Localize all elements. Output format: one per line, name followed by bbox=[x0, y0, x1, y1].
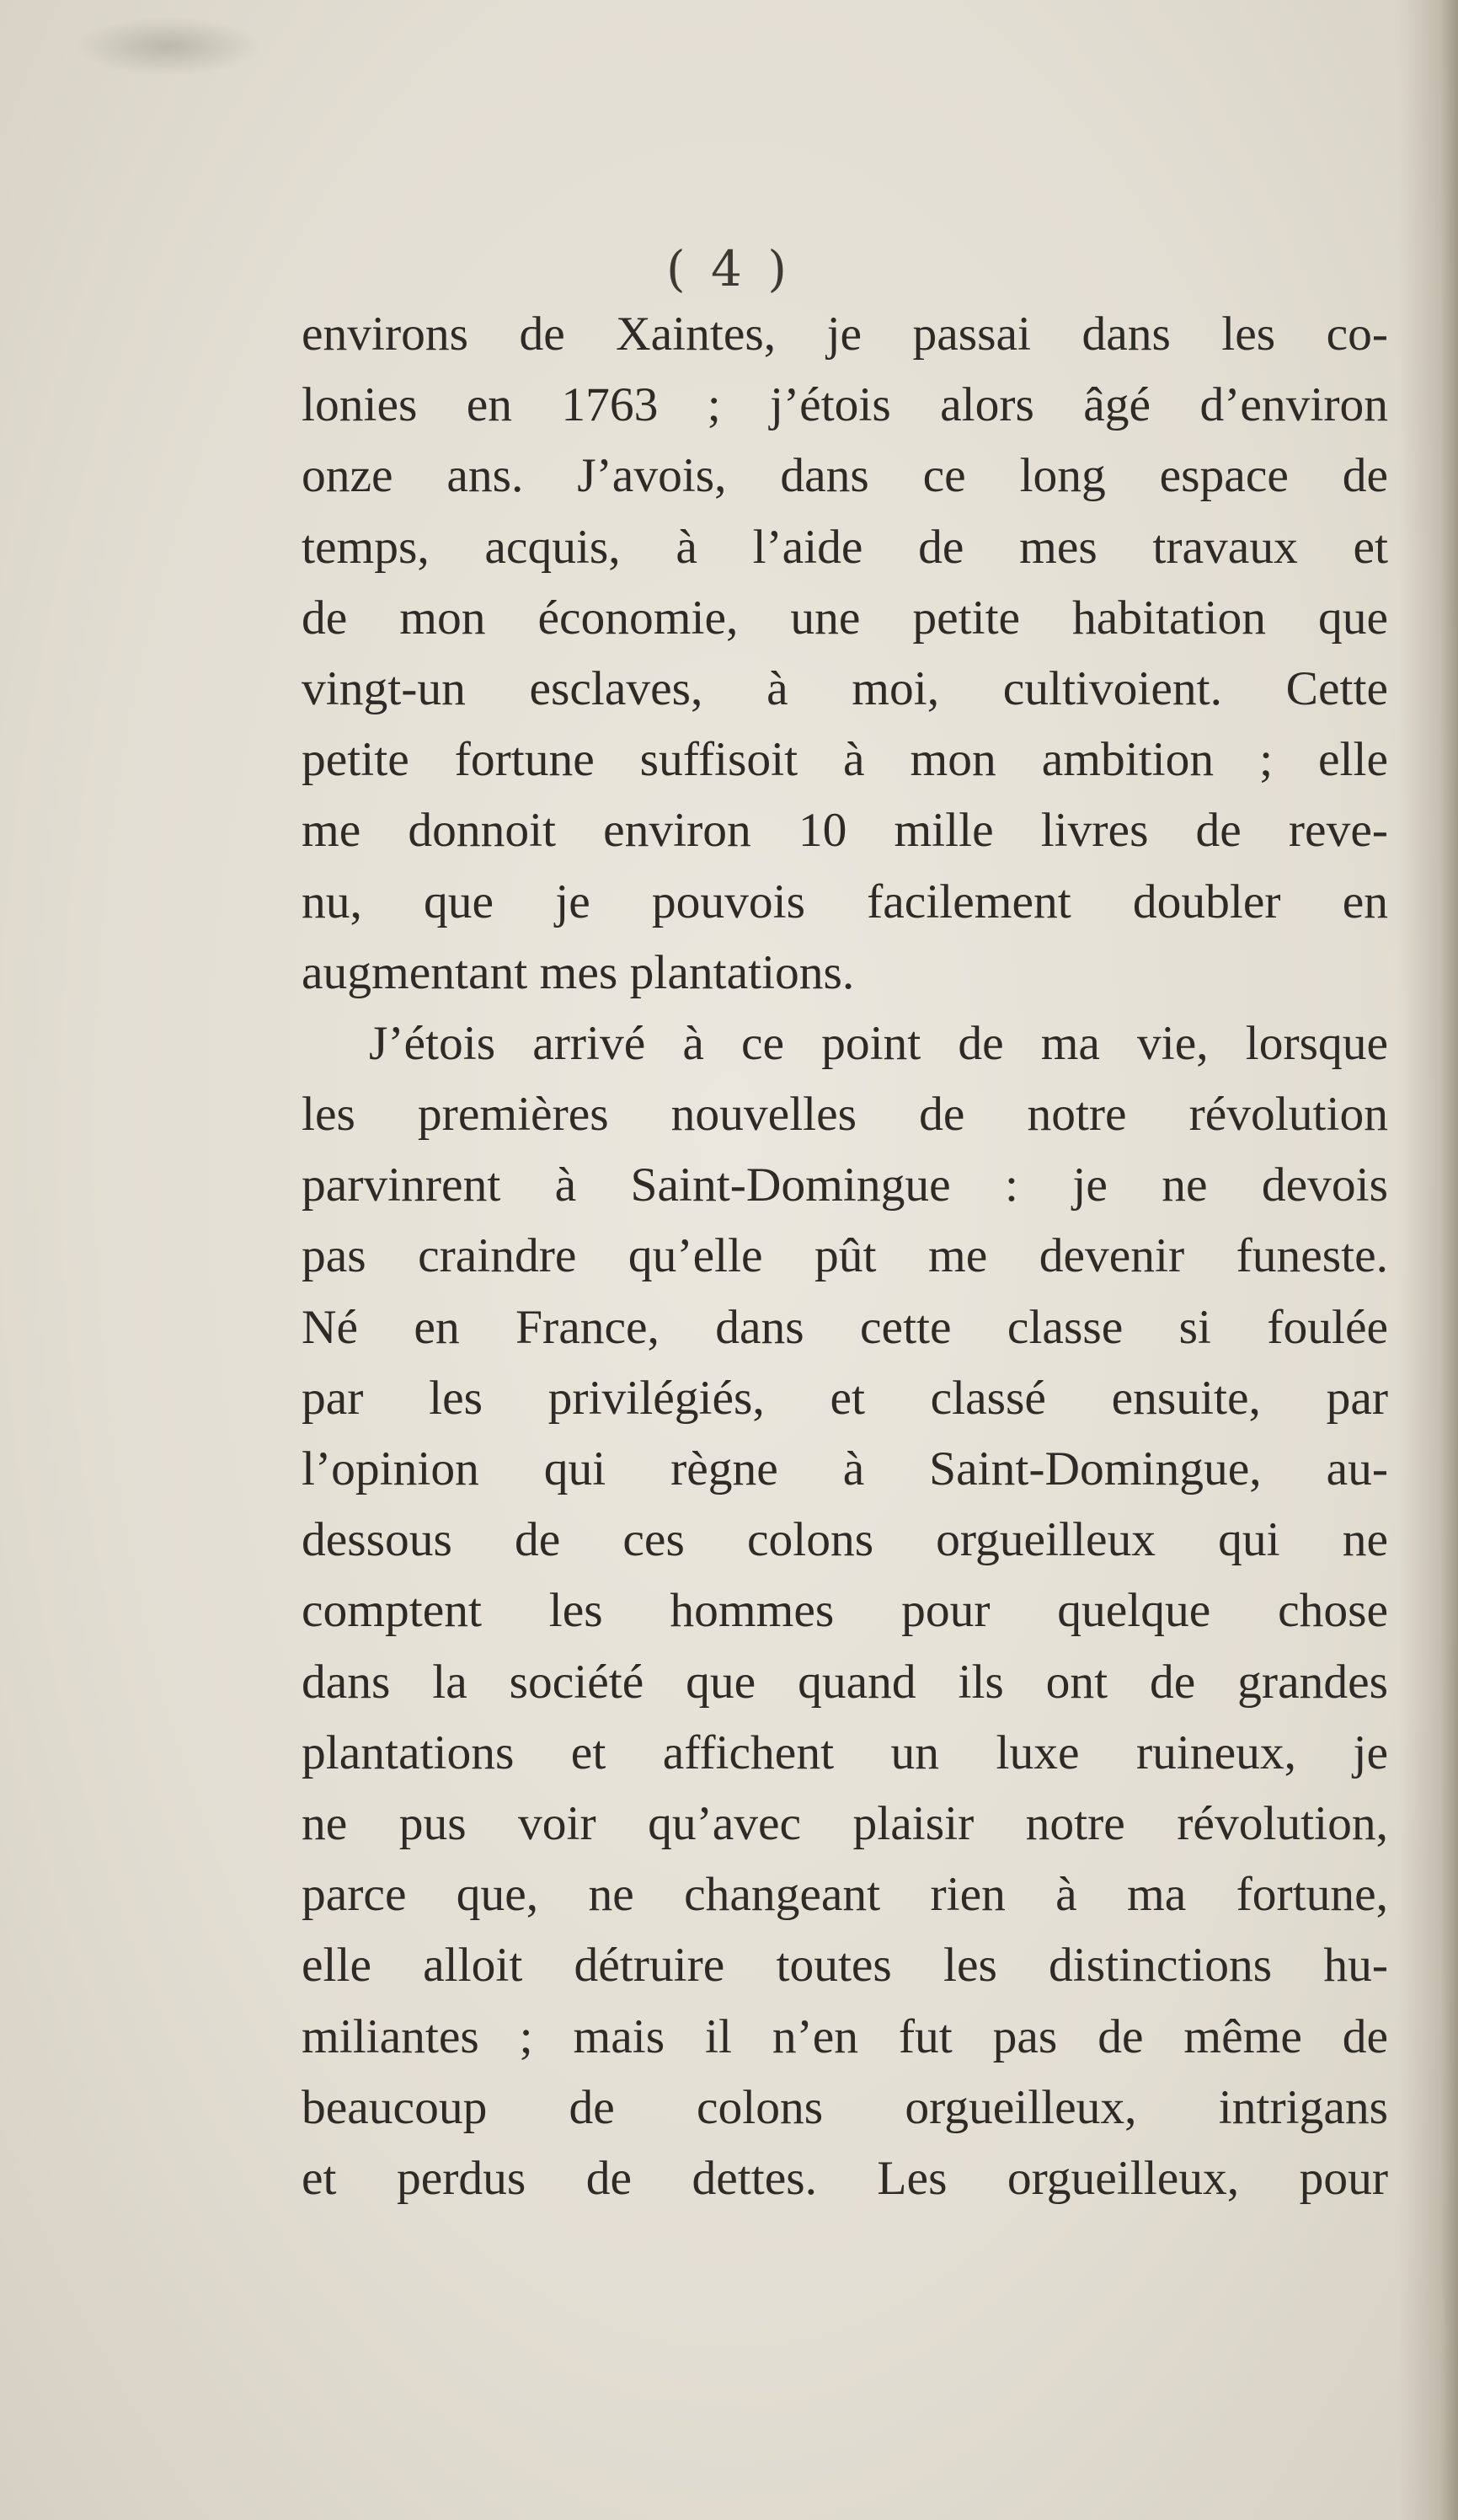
text-line: lonies en 1763 ; j’étois alors âgé d’environ bbox=[302, 378, 1388, 432]
text-line: temps, acquis, à l’aide de mes travaux et bbox=[302, 520, 1388, 574]
text-line: de mon économie, une petite habitation que bbox=[302, 591, 1388, 645]
text-line: ne pus voir qu’avec plaisir notre révolution, bbox=[302, 1796, 1388, 1850]
text-line: beaucoup de colons orgueilleux, intrigans bbox=[302, 2080, 1388, 2134]
text-line: et perdus de dettes. Les orgueilleux, pour bbox=[302, 2151, 1388, 2205]
text-line: onze ans. J’avois, dans ce long espace de bbox=[302, 449, 1388, 503]
text-line: me donnoit environ 10 mille livres de reve- bbox=[302, 804, 1388, 858]
text-line: augmentant mes plantations. bbox=[302, 945, 855, 999]
text-line: comptent les hommes pour quelque chose bbox=[302, 1584, 1388, 1638]
text-line: par les privilégiés, et classé ensuite, par bbox=[302, 1371, 1388, 1425]
text-line: parvinrent à Saint-Domingue : je ne devois bbox=[302, 1158, 1388, 1212]
text-line: les premières nouvelles de notre révolution bbox=[302, 1088, 1388, 1142]
text-line: parce que, ne changeant rien à ma fortune, bbox=[302, 1868, 1388, 1922]
text-line: miliantes ; mais il n’en fut pas de même de bbox=[302, 2009, 1388, 2063]
text-line: Né en France, dans cette classe si foulée bbox=[302, 1300, 1388, 1354]
text-line: dans la société que quand ils ont de grandes bbox=[302, 1655, 1388, 1709]
text-line: elle alloit détruire toutes les distinctions hu- bbox=[302, 1939, 1388, 1993]
text-line: nu, que je pouvois facilement doubler en bbox=[302, 875, 1388, 928]
text-line: vingt-un esclaves, à moi, cultivoient. Cette bbox=[302, 661, 1388, 715]
text-line: l’opinion qui règne à Saint-Domingue, au- bbox=[302, 1442, 1388, 1495]
text-line: environs de Xaintes, je passai dans les co- bbox=[302, 308, 1388, 361]
text-line: petite fortune suffisoit à mon ambition ; elle bbox=[302, 733, 1388, 787]
text-line-paragraph-start: J’étois arrivé à ce point de ma vie, lorsque bbox=[369, 1016, 1388, 1070]
text-line: pas craindre qu’elle pût me devenir funeste. bbox=[302, 1229, 1388, 1283]
text-line: dessous de ces colons orgueilleux qui ne bbox=[302, 1513, 1388, 1567]
body-text bbox=[302, 299, 1388, 2214]
text-line: plantations et affichent un luxe ruineux, je bbox=[302, 1725, 1388, 1779]
page-number: ( 4 ) bbox=[665, 240, 793, 297]
